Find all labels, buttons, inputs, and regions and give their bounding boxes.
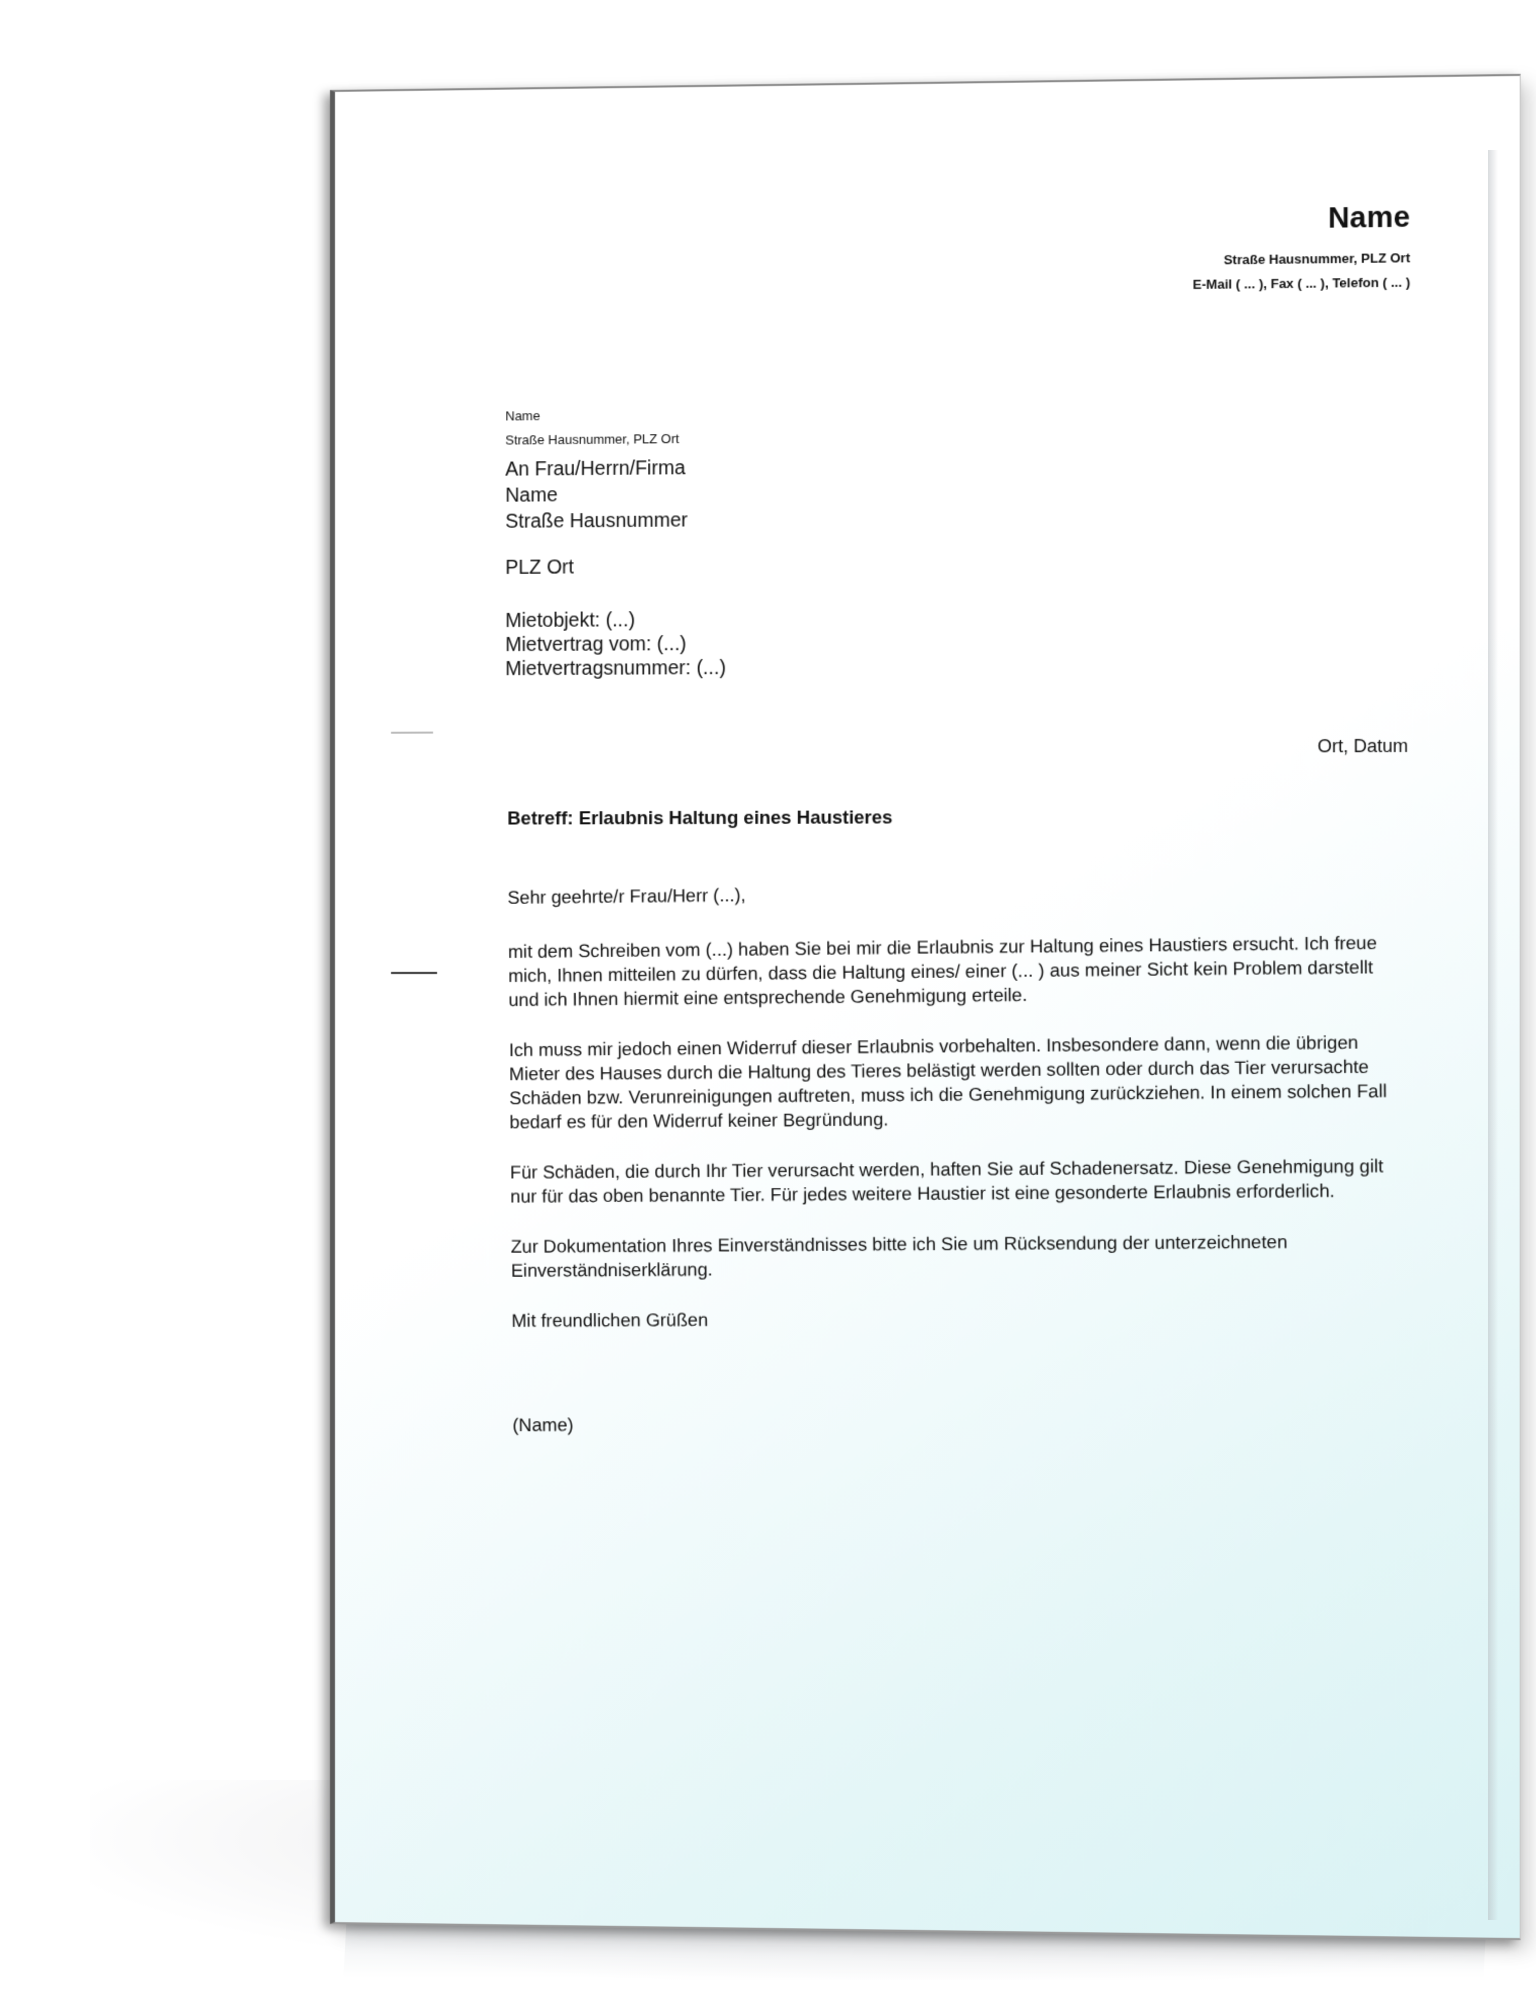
reference-block (505, 608, 726, 681)
letter-signature: (Name) (512, 1414, 574, 1436)
letter-subject: Betreff: Erlaubnis Haltung eines Haustieres (507, 806, 893, 829)
reference-contract-date: Mietvertrag vom: (...) (505, 633, 687, 657)
reference-object: Mietobjekt: (...) (505, 609, 636, 633)
reference-contract-number: Mietvertragsnummer: (...) (505, 656, 726, 681)
letter-paragraph-1: mit dem Schreiben vom (...) haben Sie bei mir die Erlaubnis zur Haltung eines Haustiers ersucht. Ich freue mich, Ihnen mitteilen zu dürfen, dass die Haltung eines/ einer (... ) aus meiner Sicht kein Problem darstellt und ich Ihnen hiermit eine entsprechende Genehmigung erteile. (507, 932, 1378, 1011)
recipient-block (505, 455, 687, 581)
fold-mark-middle (391, 972, 437, 974)
recipient-gap (505, 534, 687, 555)
letter-paragraph-3: Für Schäden, die durch Ihr Tier verursacht werden, haften Sie auf Schadenersatz. Diese Genehmigung gilt nur für das oben benannte Tier. Für jedes weitere Haustier ist eine gesonderte Erlaubnis erforderlich. (509, 1156, 1384, 1207)
letterhead-contact: E-Mail ( ... ), Fax ( ... ), Telefon ( ... ) (1192, 274, 1411, 292)
letterhead-address: Straße Hausnummer, PLZ Ort (1223, 250, 1411, 268)
letter-paragraph-4: Zur Dokumentation Ihres Einverständnisses bitte ich Sie um Rücksendung der unterzeichneten Einverständniserklärung. (510, 1231, 1288, 1281)
letter-body (507, 876, 1408, 1464)
letter-date: Ort, Datum (1317, 735, 1409, 757)
letter-salutation: Sehr geehrte/r Frau/Herr (...), (507, 884, 746, 908)
recipient-line-name: Name (505, 484, 558, 507)
letter-page (330, 74, 1521, 1940)
return-address-street: Straße Hausnummer, PLZ Ort (505, 431, 680, 448)
return-address-name: Name (505, 408, 541, 424)
recipient-line-salutation: An Frau/Herrn/Firma (505, 457, 686, 481)
page-edge-highlight (1488, 150, 1498, 1920)
letter-closing: Mit freundlichen Grüßen (511, 1309, 709, 1331)
recipient-line-city: PLZ Ort (505, 556, 574, 579)
fold-mark-upper (391, 732, 433, 734)
letterhead-name: Name (1327, 201, 1411, 235)
recipient-line-street: Straße Hausnummer (505, 509, 688, 533)
letter-paragraph-2: Ich muss mir jedoch einen Widerruf dieser Erlaubnis vorbehalten. Insbesondere dann, wenn die übrigen Mieter des Hauses durch die Haltung des Tieres belästigt werden sollten oder durch das Tier verursachte Schäden bzw. Verunreinigungen auftreten, muss ich die Genehmigung zurückziehen. In einem solchen Fall bedarf es für den Widerruf keiner Begründung. (508, 1032, 1387, 1133)
letter-content (335, 76, 1520, 1938)
